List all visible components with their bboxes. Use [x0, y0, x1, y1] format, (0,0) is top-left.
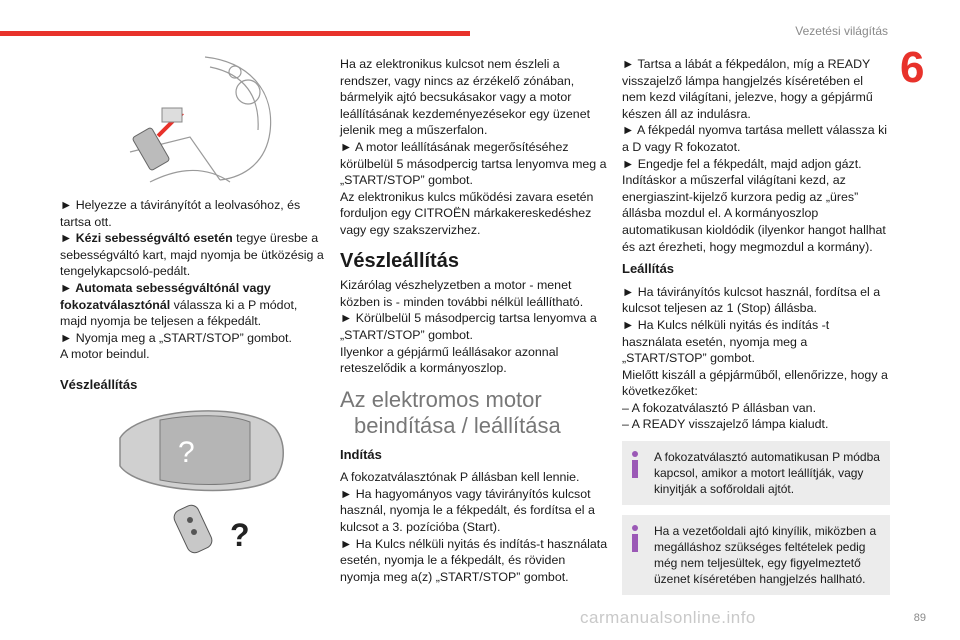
text-step-1: ► Helyezze a távirányítót a leolvasóhoz, és tartsa ott.	[60, 198, 301, 229]
text-before-exit: Mielőtt kiszáll a gépjárműből, ellenőrizze, hogy a következőket:	[622, 367, 888, 399]
text-key-fault: Az elektronikus kulcs működési zavara esetén forduljon egy CITROËN márkakereskedéshez vagy egy szakszervizhez.	[340, 189, 594, 237]
text-key-start: ► Ha hagyományos vagy távirányítós kulcsot használ, nyomja le a fékpedált, és fordítsa el a kulcsot a 3. pozícióba (Start).	[340, 486, 595, 535]
text-step-3: ► Automata sebességváltónál vagy fokozatválasztónál válassza ki a P módot, majd nyomja be teljesen a fékpedált.	[60, 280, 298, 329]
info-note-2: Ha a vezetőoldali ajtó kinyílik, miközben a megálláshoz szükséges feltételek pedig még nem teljesültek, egy figyelmeztető üzenet kíséretében hangjelzés hallható.	[622, 515, 890, 595]
subheading-stop: Leállítás	[622, 261, 675, 277]
text-step-2: ► Kézi sebességváltó esetén tegye üresbe a sebességváltó kart, majd nyomja be ütközésig a tengelykapcsoló-pedált.	[60, 231, 324, 279]
text-emergency-only: Kizárólag vészhelyzetben a motor - menet közben is - minden további nélkül leállítható.	[340, 278, 584, 309]
heading-emergency-stop-2: Vészleállítás	[340, 249, 459, 272]
text-hold-button: ► Körülbelül 5 másodpercig tartsa lenyomva a „START/STOP” gombot.	[340, 311, 597, 342]
column-1	[60, 197, 325, 400]
watermark: carmanualsonline.info	[580, 608, 756, 627]
top-accent-bar	[0, 31, 470, 36]
text-key-not-detected: Ha az elektronikus kulcsot nem észleli a rendszer, vagy nincs az érzékelő zónában, bármelyik ajtó becsukásakor vagy a motor leállításának kezdeményezésekor egy üzenet jelenik meg a műszerfalon.	[340, 57, 591, 138]
text-dashboard-start: Indításkor a műszerfal világítani kezd, az energiaszint-kijelző kurzora pedig az „üres” állásba mozdul el. A kormányoszlop automatikusan kioldódik (ilyenkor hangot hallhat és azt érezheti, hogy megmozdul a kormány).	[622, 173, 886, 254]
info-icon	[632, 525, 638, 552]
section-title: Vezetési világítás	[795, 24, 888, 38]
text-confirm-stop: ► A motor leállításának megerősítéséhez körülbelül 5 másodpercig tartsa lenyomva meg a „START/STOP” gombot.	[340, 139, 607, 188]
text-keyless-start: ► Ha Kulcs nélküli nyitás és indítás-t használata esetén, nyomja le a fékpedált, és röviden nyomja meg a(z) „START/STOP” gombot.	[340, 536, 608, 584]
info-icon	[632, 451, 638, 478]
car-key-illustration	[100, 398, 290, 563]
chapter-number: 6	[900, 43, 925, 92]
column-3	[622, 56, 890, 595]
heading-electric-motor: Az elektromos motor beindítása / leállítása	[340, 386, 561, 438]
text-check-gear: – A fokozatválasztó P állásban van.	[622, 400, 817, 415]
key-reader-illustration	[110, 52, 280, 192]
text-ready-lamp: ► Tartsa a lábát a fékpedálon, míg a READY visszajelző lámpa hangjelzés kíséretében el nem kezd világítani, jelezve, hogy a gépjármű készen áll az indulásra.	[622, 57, 873, 121]
info-note-1: A fokozatválasztó automatikusan P módba kapcsol, amikor a motort leállítják, vagy kinyitják a sofőroldali ajtót.	[622, 441, 890, 505]
subheading-start: Indítás	[340, 446, 382, 462]
text-release-brake: ► Engedje fel a fékpedált, majd adjon gázt.	[622, 156, 862, 171]
text-step-4: ► Nyomja meg a „START/STOP” gombot.	[60, 330, 292, 345]
text-remote-stop: ► Ha távirányítós kulcsot használ, fordítsa el a kulcsot teljesen az 1 (Stop) állásba.	[622, 284, 881, 316]
question-mark-key: ?	[230, 517, 250, 553]
text-check-ready: – A READY visszajelző lámpa kialudt.	[622, 417, 829, 432]
page-number: 89	[913, 612, 926, 624]
column-2	[340, 56, 608, 585]
text-keyless-stop: ► Ha Kulcs nélküli nyitás és indítás -t használata esetén, nyomja meg a „START/STOP” gombot.	[622, 317, 830, 366]
text-gear-p: A fokozatválasztónak P állásban kell lennie.	[340, 470, 580, 485]
question-mark-car: ?	[178, 436, 195, 469]
heading-emergency-stop: Vészleállítás	[60, 376, 138, 392]
text-select-gear: ► A fékpedál nyomva tartása mellett válassza ki a D vagy R fokozatot.	[622, 123, 888, 154]
text-result: A motor beindul.	[60, 347, 150, 362]
text-column-lock: Ilyenkor a gépjármű leállásakor azonnal reteszelődik a kormányoszlop.	[340, 344, 559, 376]
